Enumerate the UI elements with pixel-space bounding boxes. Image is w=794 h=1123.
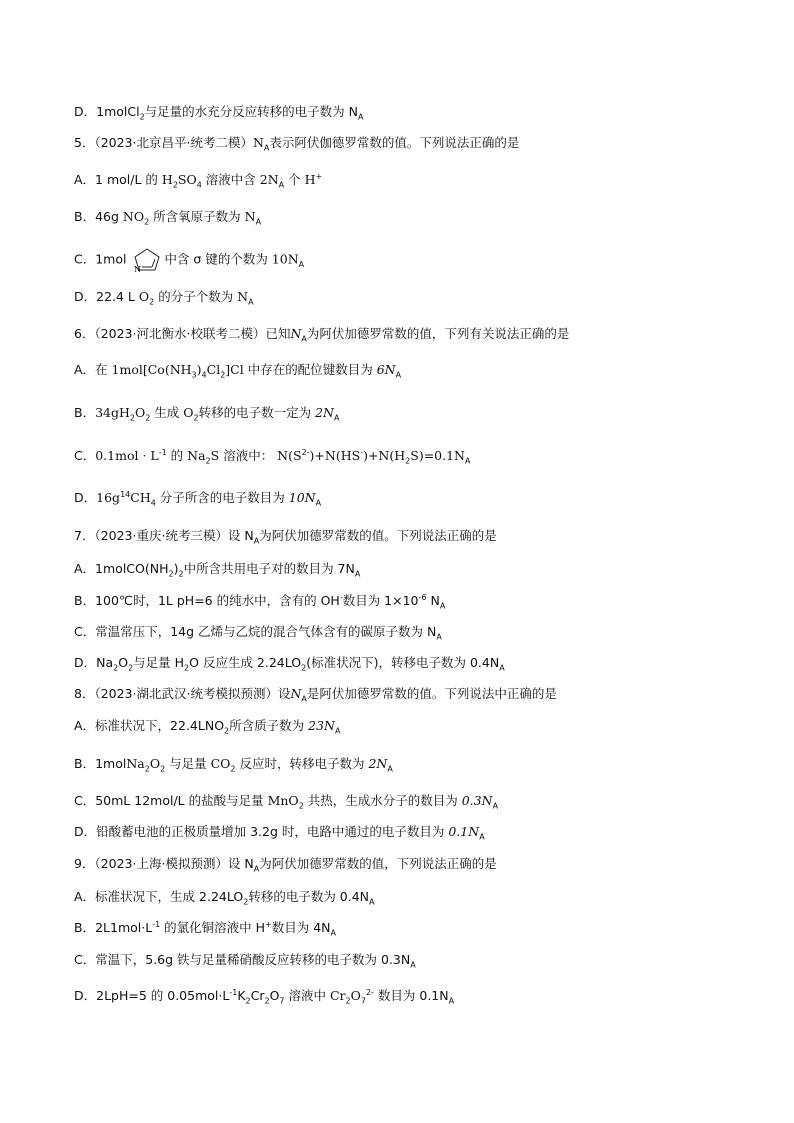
text-segment: A <box>301 694 307 704</box>
text-segment: C．常温常压下，14g 乙烯与乙烷的混合气体含有的碳原子数为 N <box>74 624 437 639</box>
line-q6c <box>74 448 470 464</box>
text-segment: 10N <box>288 490 316 505</box>
text-segment: O <box>118 655 129 670</box>
text-segment: A <box>334 413 340 423</box>
text-segment: + <box>265 919 272 929</box>
text-segment: ]Cl <box>225 362 244 377</box>
text-segment: N <box>237 289 249 304</box>
text-segment: 2 <box>298 801 304 811</box>
text-segment: D．铅酸蓄电池的正极质量增加 3.2g 时，电路中通过的电子数目为 <box>74 824 449 839</box>
text-segment: - <box>339 592 343 602</box>
text-segment: 2 <box>301 663 307 673</box>
text-segment: A <box>369 897 375 907</box>
text-segment: ) <box>173 561 179 576</box>
text-segment: 2N <box>368 756 388 771</box>
line-q8c <box>74 793 498 809</box>
text-segment: 34gH <box>95 405 130 420</box>
text-segment: N <box>290 686 302 701</box>
line-q5c <box>74 247 304 273</box>
text-segment: 6N <box>376 362 396 377</box>
text-segment: 2 <box>128 663 134 673</box>
text-segment: 10N <box>271 251 299 267</box>
text-segment: B．1mol <box>74 756 127 771</box>
line-q9a <box>74 889 375 905</box>
text-segment: 0.3N <box>461 793 493 808</box>
text-segment: A．在 <box>74 362 112 377</box>
line-q9 <box>74 856 497 872</box>
text-segment: D．Na <box>74 655 114 670</box>
text-segment: 2 <box>205 456 211 466</box>
text-segment: A <box>395 370 402 380</box>
text-segment: 23N <box>308 718 335 733</box>
line-q6a <box>74 362 401 378</box>
text-segment: D．2LpH=5 的 0.05mol·L <box>74 988 230 1003</box>
text-segment: A <box>315 498 322 508</box>
line-q5b <box>74 209 261 225</box>
text-segment: 2 <box>129 413 135 423</box>
text-segment: N <box>244 209 256 224</box>
text-segment: 数目为 4N <box>271 920 331 935</box>
line-q8 <box>74 686 557 702</box>
text-segment: 2 <box>243 897 249 907</box>
text-segment: 2 <box>160 764 166 774</box>
text-segment: A <box>439 601 446 611</box>
line-q7c <box>74 624 442 640</box>
text-segment: 9．（2023·上海·模拟预测）设 N <box>74 856 254 871</box>
text-segment: 7．（2023·重庆·统考三模）设 N <box>74 528 254 543</box>
text-segment: 的氯化铜溶液中 H <box>160 920 266 935</box>
text-segment: A <box>410 960 416 970</box>
text-segment: SO <box>177 172 197 187</box>
text-segment: A <box>248 297 254 307</box>
text-segment: Na <box>187 448 206 463</box>
line-q7a <box>74 561 360 577</box>
text-segment: C． <box>74 448 96 463</box>
text-segment: A．标准状况下，22.4LNO <box>74 718 225 733</box>
text-segment: 个 <box>284 172 305 187</box>
text-segment: 溶液中 <box>284 988 330 1003</box>
text-segment: -1 <box>152 919 161 929</box>
text-segment: 所含质子数为 <box>229 718 309 733</box>
text-segment: 2 <box>245 996 251 1006</box>
line-q7b <box>74 593 445 609</box>
text-segment: 中含 σ 键的个数为 <box>164 251 272 267</box>
text-segment: B．2L1mol·L <box>74 920 153 935</box>
text-segment: -1 <box>158 447 167 457</box>
text-segment: C．1mol <box>74 251 131 267</box>
line-q6 <box>74 326 569 342</box>
text-segment: 2 <box>230 764 236 774</box>
text-segment: 2 <box>144 764 150 774</box>
text-segment: H <box>304 172 316 187</box>
text-segment: 与足量的水充分反应转移的电子数为 N <box>144 104 358 119</box>
text-segment: - <box>360 447 364 457</box>
text-segment: CO <box>210 756 231 771</box>
text-segment: 数目为 1×10 <box>342 593 419 608</box>
text-segment: ) <box>196 362 202 377</box>
text-segment: Cl <box>206 362 221 377</box>
text-segment: 2 <box>149 297 155 307</box>
text-segment: 2 <box>264 996 270 1006</box>
text-segment: 的 <box>166 448 188 463</box>
text-segment: N(S <box>277 448 302 463</box>
text-segment: A <box>354 569 361 579</box>
text-segment: A <box>448 996 455 1006</box>
text-segment: 6．（2023·河北衡水·校联考二模）已知 <box>74 326 291 341</box>
text-segment: O 反应生成 2.24LO <box>189 655 302 670</box>
text-segment: K <box>237 988 246 1003</box>
text-segment: 中存在的配位键数目为 <box>243 362 377 377</box>
text-segment: MnO <box>267 793 299 808</box>
text-segment: 2 <box>345 996 351 1006</box>
text-segment: O <box>183 405 194 420</box>
text-segment: 2 <box>144 217 150 227</box>
text-segment: 共热，生成水分子的数目为 <box>303 793 462 808</box>
text-segment: 数目为 0.1N <box>373 988 449 1003</box>
text-segment: 2N <box>259 172 279 187</box>
text-segment: A <box>278 180 285 190</box>
text-segment: O <box>350 988 361 1003</box>
text-segment: D． <box>74 490 97 505</box>
text-segment: 与足量 <box>165 756 211 771</box>
text-segment: 14 <box>120 489 131 499</box>
text-segment: 转移的电子数一定为 <box>198 405 316 420</box>
text-segment: A <box>499 663 505 673</box>
text-segment: Na <box>126 756 145 771</box>
text-segment: S)=0.1N <box>410 448 465 463</box>
text-segment: 2N <box>315 405 334 420</box>
text-segment: (标准状况下)，转移电子数为 0.4N <box>306 655 500 670</box>
text-segment: -6 <box>418 592 427 602</box>
text-segment: 2- <box>365 987 374 997</box>
text-segment: 7 <box>360 996 366 1006</box>
text-segment: 表示阿伏伽德罗常数的值。下列说法正确的是 <box>269 135 520 150</box>
text-segment: A <box>464 456 471 466</box>
text-segment: NO <box>122 209 145 224</box>
text-segment: A <box>436 632 442 642</box>
text-segment: A <box>479 832 485 842</box>
text-segment: 2 <box>145 413 151 423</box>
text-segment: 反应时，转移电子数为 <box>235 756 369 771</box>
text-segment: 2 <box>220 370 226 380</box>
text-segment: O <box>149 756 161 771</box>
line-q4d <box>74 104 363 120</box>
text-segment: A <box>334 726 341 736</box>
text-segment: 2 <box>193 413 199 423</box>
line-q8b <box>74 756 393 772</box>
text-segment: A <box>387 764 393 774</box>
text-segment: 7 <box>279 996 285 1006</box>
text-segment: 1mol[Co(NH <box>111 362 192 377</box>
pyrrole-structure <box>132 247 162 273</box>
text-segment: A <box>263 143 270 153</box>
line-q5d <box>74 289 254 305</box>
text-segment: N <box>252 135 264 150</box>
text-segment: N <box>426 593 440 608</box>
text-segment: 中所含共用电子对的数目为 7N <box>183 561 355 576</box>
line-q7 <box>74 528 497 544</box>
text-segment: 2 <box>113 663 119 673</box>
text-segment: 为阿伏加德罗常数的值。下列说法正确的是 <box>259 528 497 543</box>
line-q8a <box>74 718 340 734</box>
line-q7d <box>74 655 505 671</box>
text-segment: A <box>358 112 364 122</box>
text-segment: 2 <box>405 456 411 466</box>
text-segment: A <box>255 217 262 227</box>
text-segment: 2 <box>224 726 230 736</box>
text-segment: 2 <box>139 112 145 122</box>
text-segment: + <box>315 171 323 181</box>
text-segment: A．1molCO(NH <box>74 561 169 576</box>
text-segment: C．常温下，5.6g 铁与足量稀硝酸反应转移的电子数为 0.3N <box>74 952 411 967</box>
text-segment: 溶液中含 <box>201 172 260 187</box>
text-segment: O <box>134 405 146 420</box>
line-q5a <box>74 172 322 188</box>
text-segment: 0.1mol · L <box>95 448 159 463</box>
text-segment: A．标准状况下，生成 2.24LO <box>74 889 244 904</box>
text-segment: 溶液中： <box>219 448 278 463</box>
text-segment: Cr <box>329 988 346 1003</box>
text-segment: 分子所含的电子数目为 <box>155 490 289 505</box>
text-segment: 2- <box>301 447 310 457</box>
text-segment: D．22.4 L <box>74 289 139 304</box>
text-segment: 2 <box>178 569 184 579</box>
text-segment: 4 <box>196 180 202 190</box>
text-segment: 4 <box>150 498 156 508</box>
text-segment: A <box>330 928 336 938</box>
text-segment: D．1molCl <box>74 104 140 119</box>
pyrrole-nitrogen-label: N <box>134 265 142 273</box>
text-segment: A．1 mol/L 的 <box>74 172 162 187</box>
line-q8d <box>74 824 485 840</box>
text-segment: 所含氧原子数为 <box>149 209 245 224</box>
text-segment: 16g <box>96 490 121 505</box>
text-segment: CH <box>130 490 151 505</box>
text-segment: N <box>290 326 302 341</box>
text-segment: )+N(H <box>363 448 406 463</box>
text-segment: 4 <box>201 370 207 380</box>
text-segment: H <box>161 172 173 187</box>
text-segment: B． <box>74 405 96 420</box>
text-segment: B．46g <box>74 209 123 224</box>
line-q9c <box>74 952 416 968</box>
text-segment: 与足量 H <box>133 655 185 670</box>
text-segment: 2 <box>172 180 178 190</box>
text-segment: 为阿伏加德罗常数的值，下列有关说法正确的是 <box>306 326 570 341</box>
text-segment: 转移的电子数为 0.4N <box>248 889 370 904</box>
line-q6b <box>74 405 339 421</box>
text-segment: O <box>138 289 150 304</box>
text-segment: 5．（2023·北京昌平·统考二模） <box>74 135 253 150</box>
text-segment: S <box>210 448 220 463</box>
text-segment: Cr <box>250 988 265 1003</box>
line-q9d <box>74 988 454 1004</box>
text-segment: A <box>298 260 305 269</box>
text-segment: O <box>269 988 280 1003</box>
text-segment: 的分子个数为 <box>154 289 238 304</box>
text-segment: 0.1N <box>448 824 480 839</box>
text-segment: 3 <box>191 370 197 380</box>
text-segment: A <box>253 864 260 874</box>
line-q6d <box>74 490 321 506</box>
text-segment: 生成 <box>150 405 184 420</box>
text-segment: A <box>492 801 499 811</box>
text-segment: C．50mL 12mol/L 的盐酸与足量 <box>74 793 268 808</box>
line-q9b <box>74 920 336 936</box>
text-segment: 2 <box>168 569 174 579</box>
text-segment: )+N(HS <box>309 448 361 463</box>
text-segment: 8．（2023·湖北武汉·统考模拟预测）设 <box>74 686 291 701</box>
text-segment: 为阿伏加德罗常数的值，下列说法正确的是 <box>259 856 497 871</box>
text-segment: 2 <box>184 663 190 673</box>
line-q5 <box>74 135 519 151</box>
text-segment: -1 <box>229 987 238 997</box>
text-segment: B．100℃时，1L pH=6 的纯水中，含有的 OH <box>74 593 340 608</box>
text-segment: A <box>301 334 307 344</box>
text-segment: A <box>253 536 260 546</box>
text-segment: 是阿伏加德罗常数的值。下列说法中正确的是 <box>306 686 557 701</box>
